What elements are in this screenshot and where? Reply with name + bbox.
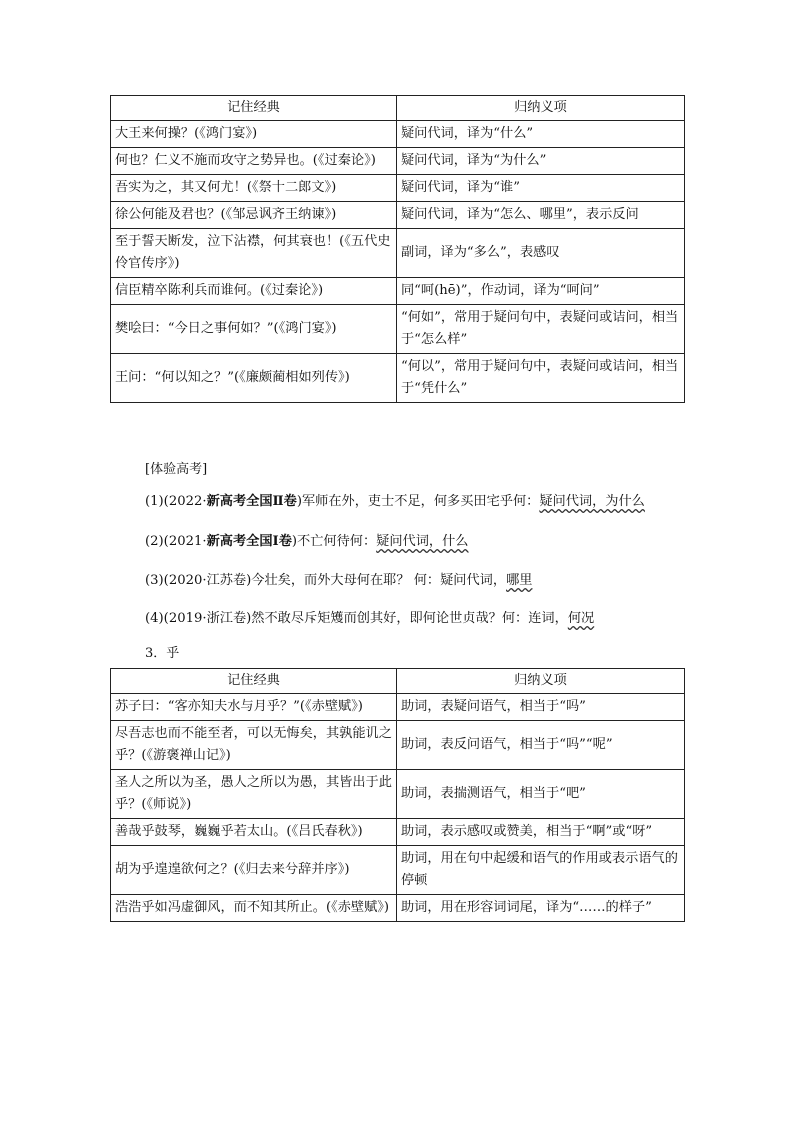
example-cell: 善哉乎鼓琴，巍巍乎若太山。(《吕氏春秋》) [111, 819, 397, 846]
exam-item-text: )军师在外，吏士不足，何多买田宅乎何： [296, 494, 540, 509]
exam-item-source: 江苏卷 [206, 573, 247, 588]
meaning-cell: 副词，译为“多么”，表感叹 [397, 229, 685, 278]
exam-item-text: )不亡何待何： [291, 534, 377, 549]
meaning-cell: 助词，表反问语气，相当于“吗”“呢” [397, 721, 685, 770]
example-cell: 大王来何操？(《鸿门宴》) [111, 121, 397, 148]
example-cell: 圣人之所以为圣，愚人之所以为愚，其皆出于此乎？(《师说》) [111, 770, 397, 819]
example-cell: 吾实为之，其又何尤！(《祭十二郎文》) [111, 175, 397, 202]
exam-item-number: (4)( [145, 611, 169, 626]
example-cell: 何也？仁义不施而攻守之势异也。(《过秦论》) [111, 148, 397, 175]
table-row [111, 121, 685, 148]
exam-item-answer: 疑问代词，什么 [376, 534, 469, 549]
meaning-cell: 疑问代词，译为“怎么、哪里”，表示反问 [397, 202, 685, 229]
exam-item-year: 2021· [168, 534, 207, 549]
exam-item-year: 2020· [168, 573, 207, 588]
table-he [110, 95, 685, 403]
table-row [111, 846, 685, 895]
exam-section-header: [体验高考] [145, 462, 208, 477]
table-row [111, 229, 685, 278]
table-row [111, 721, 685, 770]
table-row [111, 694, 685, 721]
table-row [111, 305, 685, 354]
meaning-cell: 疑问代词，译为“为什么” [397, 148, 685, 175]
table-row [111, 770, 685, 819]
table-row [111, 278, 685, 305]
exam-item-source: 新高考全国Ⅰ卷 [206, 534, 292, 549]
meaning-cell: 助词，用在形容词词尾，译为“……的样子” [397, 895, 685, 922]
exam-item-text: )今壮矣，而外大母何在耶？ 何：疑问代词， [246, 573, 507, 588]
exam-item-answer: 何况 [567, 611, 595, 626]
exam-item [145, 490, 645, 509]
exam-item-source: 新高考全国Ⅱ卷 [206, 494, 297, 509]
table-header-row [111, 96, 685, 121]
table-row [111, 819, 685, 846]
exam-item-source: 浙江卷 [206, 611, 247, 626]
table-row [111, 148, 685, 175]
column-header-meanings: 归纳义项 [397, 669, 685, 694]
exam-item-number: (1)( [145, 494, 169, 509]
exam-item [145, 530, 468, 549]
meaning-cell: 同“呵(hē)”，作动词，译为“呵问” [397, 278, 685, 305]
meaning-cell: 助词，表揣测语气，相当于“吧” [397, 770, 685, 819]
exam-item [145, 569, 532, 588]
example-cell: 至于誓天断发，泣下沾襟，何其衰也！(《五代史伶官传序》) [111, 229, 397, 278]
meaning-cell: “何如”，常用于疑问句中，表疑问或诘问，相当于“怎么样” [397, 305, 685, 354]
exam-item-answer: 哪里 [506, 573, 533, 588]
meaning-cell: “何以”，常用于疑问句中，表疑问或诘问，相当于“凭什么” [397, 354, 685, 403]
meaning-cell: 疑问代词，译为“什么” [397, 121, 685, 148]
table-row [111, 202, 685, 229]
meaning-cell: 助词，表示感叹或赞美，相当于“啊”或“呀” [397, 819, 685, 846]
exam-item-year: 2022· [168, 494, 207, 509]
example-cell: 苏子曰：“客亦知夫水与月乎？”(《赤壁赋》) [111, 694, 397, 721]
example-cell: 樊哙曰：“今日之事何如？”(《鸿门宴》) [111, 305, 397, 354]
example-cell: 王问：“何以知之？”(《廉颇蔺相如列传》) [111, 354, 397, 403]
exam-item-text: )然不敢尽斥矩矱而创其好，即何论世贞哉？何：连词， [246, 611, 568, 626]
column-header-meanings: 归纳义项 [397, 96, 685, 121]
exam-item-year: 2019· [168, 611, 207, 626]
example-cell: 尽吾志也而不能至者，可以无悔矣，其孰能讥之乎？(《游褒禅山记》) [111, 721, 397, 770]
column-header-examples: 记住经典 [111, 669, 397, 694]
exam-item-number: (3)( [145, 573, 169, 588]
meaning-cell: 助词，表疑问语气，相当于“吗” [397, 694, 685, 721]
example-cell: 信臣精卒陈利兵而谁何。(《过秦论》) [111, 278, 397, 305]
example-cell: 胡为乎遑遑欲何之？(《归去来兮辞并序》) [111, 846, 397, 895]
column-header-examples: 记住经典 [111, 96, 397, 121]
exam-item-answer: 疑问代词，为什么 [539, 494, 645, 509]
table-hu [110, 668, 685, 922]
exam-item-number: (2)( [145, 534, 169, 549]
section-title: 3．乎 [145, 646, 180, 661]
example-cell: 徐公何能及君也？(《邹忌讽齐王纳谏》) [111, 202, 397, 229]
table-row [111, 354, 685, 403]
example-cell: 浩浩乎如冯虚御风，而不知其所止。(《赤壁赋》) [111, 895, 397, 922]
meaning-cell: 助词，用在句中起缓和语气的作用或表示语气的停顿 [397, 846, 685, 895]
exam-item [145, 607, 594, 626]
table-header-row [111, 669, 685, 694]
table-row [111, 895, 685, 922]
table-row [111, 175, 685, 202]
meaning-cell: 疑问代词，译为“谁” [397, 175, 685, 202]
